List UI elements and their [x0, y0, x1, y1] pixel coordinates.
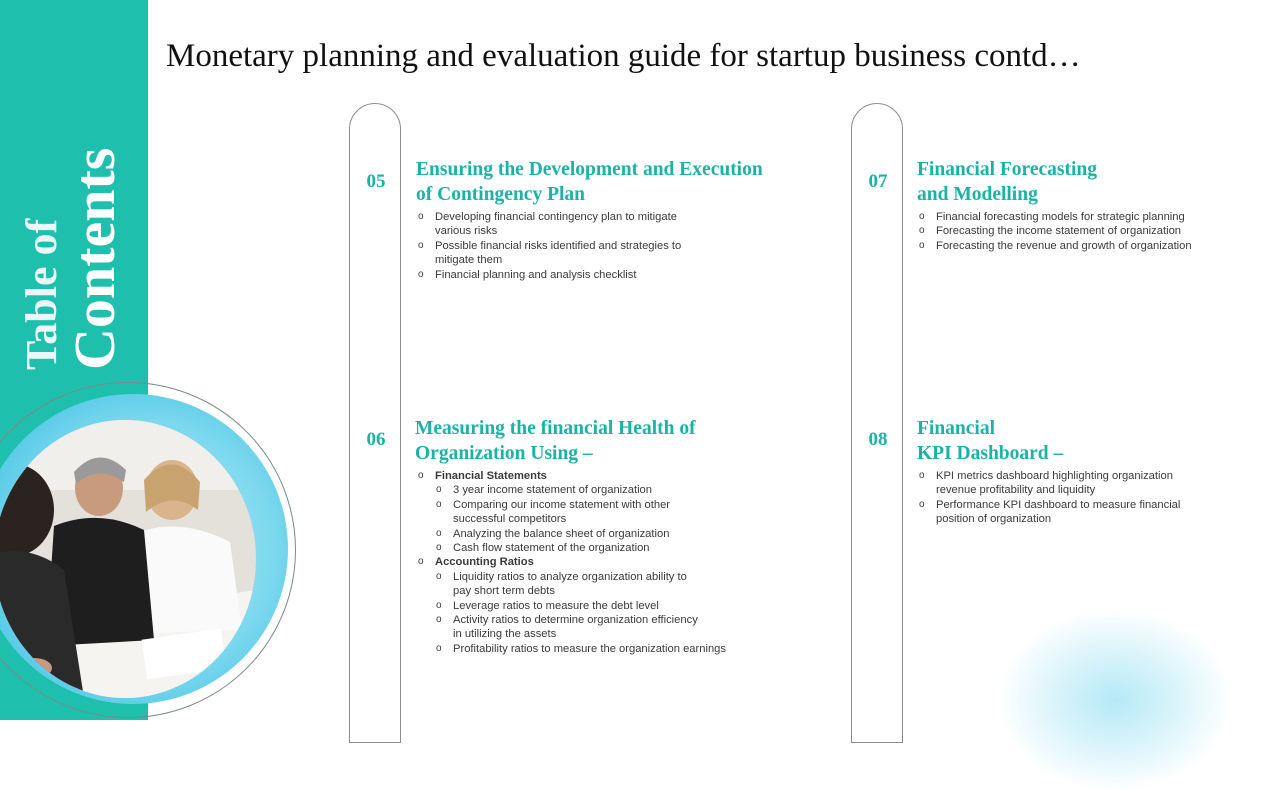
page-title: Monetary planning and evaluation guide for startup business contd… [166, 38, 1081, 74]
sidebar-title-line1: Table of [17, 218, 66, 370]
heading-line: KPI Dashboard – [917, 443, 1064, 464]
bullet-line: o KPI metrics dashboard highlighting organization [936, 470, 1173, 482]
bullet-line: o Analyzing the balance sheet of organization [453, 527, 670, 540]
group-label: o Financial Statements [435, 470, 547, 482]
bullet-line: successful competitors [453, 513, 567, 526]
list-item [918, 210, 1192, 224]
bullet-line: o Activity ratios to determine organization efficiency [453, 614, 698, 627]
bullet-line: o Developing financial contingency plan to mitigate [435, 211, 677, 223]
list-item [417, 210, 681, 239]
group-label: o Accounting Ratios [435, 556, 534, 569]
bullet-line: o 3 year income statement of organization [453, 484, 652, 497]
section-number-07: 07 [868, 171, 888, 192]
heading-line: of Contingency Plan [416, 184, 586, 205]
list-item [435, 613, 726, 642]
bullet-line: o Cash flow statement of the organization [453, 542, 650, 555]
list-item [918, 224, 1192, 238]
list-item [435, 642, 726, 656]
list-item [417, 555, 726, 656]
heading-line: and Modelling [917, 184, 1038, 205]
bullet-line: o Performance KPI dashboard to measure financial [936, 498, 1181, 511]
section-number-05: 05 [366, 171, 386, 192]
section-number-06: 06 [366, 429, 386, 450]
bullet-line: mitigate them [435, 254, 503, 267]
sidebar-title-line2: Contents [62, 147, 127, 370]
list-item [417, 469, 726, 555]
heading-line: Measuring the financial Health of [415, 418, 696, 439]
list-item [918, 239, 1192, 253]
section-bullets-07 [918, 210, 1192, 253]
section-bullets-08 [918, 469, 1180, 527]
list-item [435, 570, 726, 599]
timeline-track-left [349, 103, 401, 743]
heading-line: Financial Forecasting [917, 159, 1098, 180]
bullet-line: o Comparing our income statement with other [453, 498, 671, 511]
bullet-line: various risks [435, 225, 498, 238]
heading-line: Ensuring the Development and Execution [416, 159, 763, 180]
section-bullets-05 [417, 210, 681, 282]
section-heading-05 [416, 157, 763, 207]
bullet-line: revenue profitability and liquidity [936, 484, 1096, 497]
decorative-glow [1000, 610, 1230, 790]
section-heading-06 [415, 416, 696, 466]
list-item [918, 469, 1180, 498]
list-item [435, 498, 726, 527]
bullet-line: o Forecasting the revenue and growth of organization [936, 239, 1192, 252]
bullet-line: o Financial planning and analysis checklist [435, 268, 637, 281]
bullet-line: o Liquidity ratios to analyze organization ability to [453, 570, 687, 583]
bullet-line: o Forecasting the income statement of organization [936, 225, 1182, 238]
bullet-line: pay short term debts [453, 585, 555, 598]
bullet-line: o Profitability ratios to measure the organization earnings [453, 642, 726, 655]
bullet-line: position of organization [936, 513, 1052, 526]
list-item [918, 498, 1180, 527]
list-item [435, 483, 726, 497]
list-item [435, 599, 726, 613]
list-item [417, 239, 681, 268]
section-number-08: 08 [868, 429, 888, 450]
section-heading-07 [917, 157, 1097, 207]
bullet-line: o Possible financial risks identified and strategies to [435, 239, 682, 252]
team-photo [0, 420, 256, 698]
heading-line: Organization Using – [415, 443, 593, 464]
list-item [435, 527, 726, 541]
team-photo-illustration [0, 420, 256, 698]
section-bullets-06 [417, 469, 726, 656]
bullet-line: o Financial forecasting models for strategic planning [936, 211, 1185, 223]
bullet-line: in utilizing the assets [453, 628, 557, 641]
bullet-line: o Leverage ratios to measure the debt level [453, 599, 659, 612]
heading-line: Financial [917, 418, 996, 439]
list-item [435, 541, 726, 555]
list-item [417, 268, 681, 282]
section-heading-08 [917, 416, 1063, 466]
timeline-track-right [851, 103, 903, 743]
sidebar-title [17, 147, 127, 370]
